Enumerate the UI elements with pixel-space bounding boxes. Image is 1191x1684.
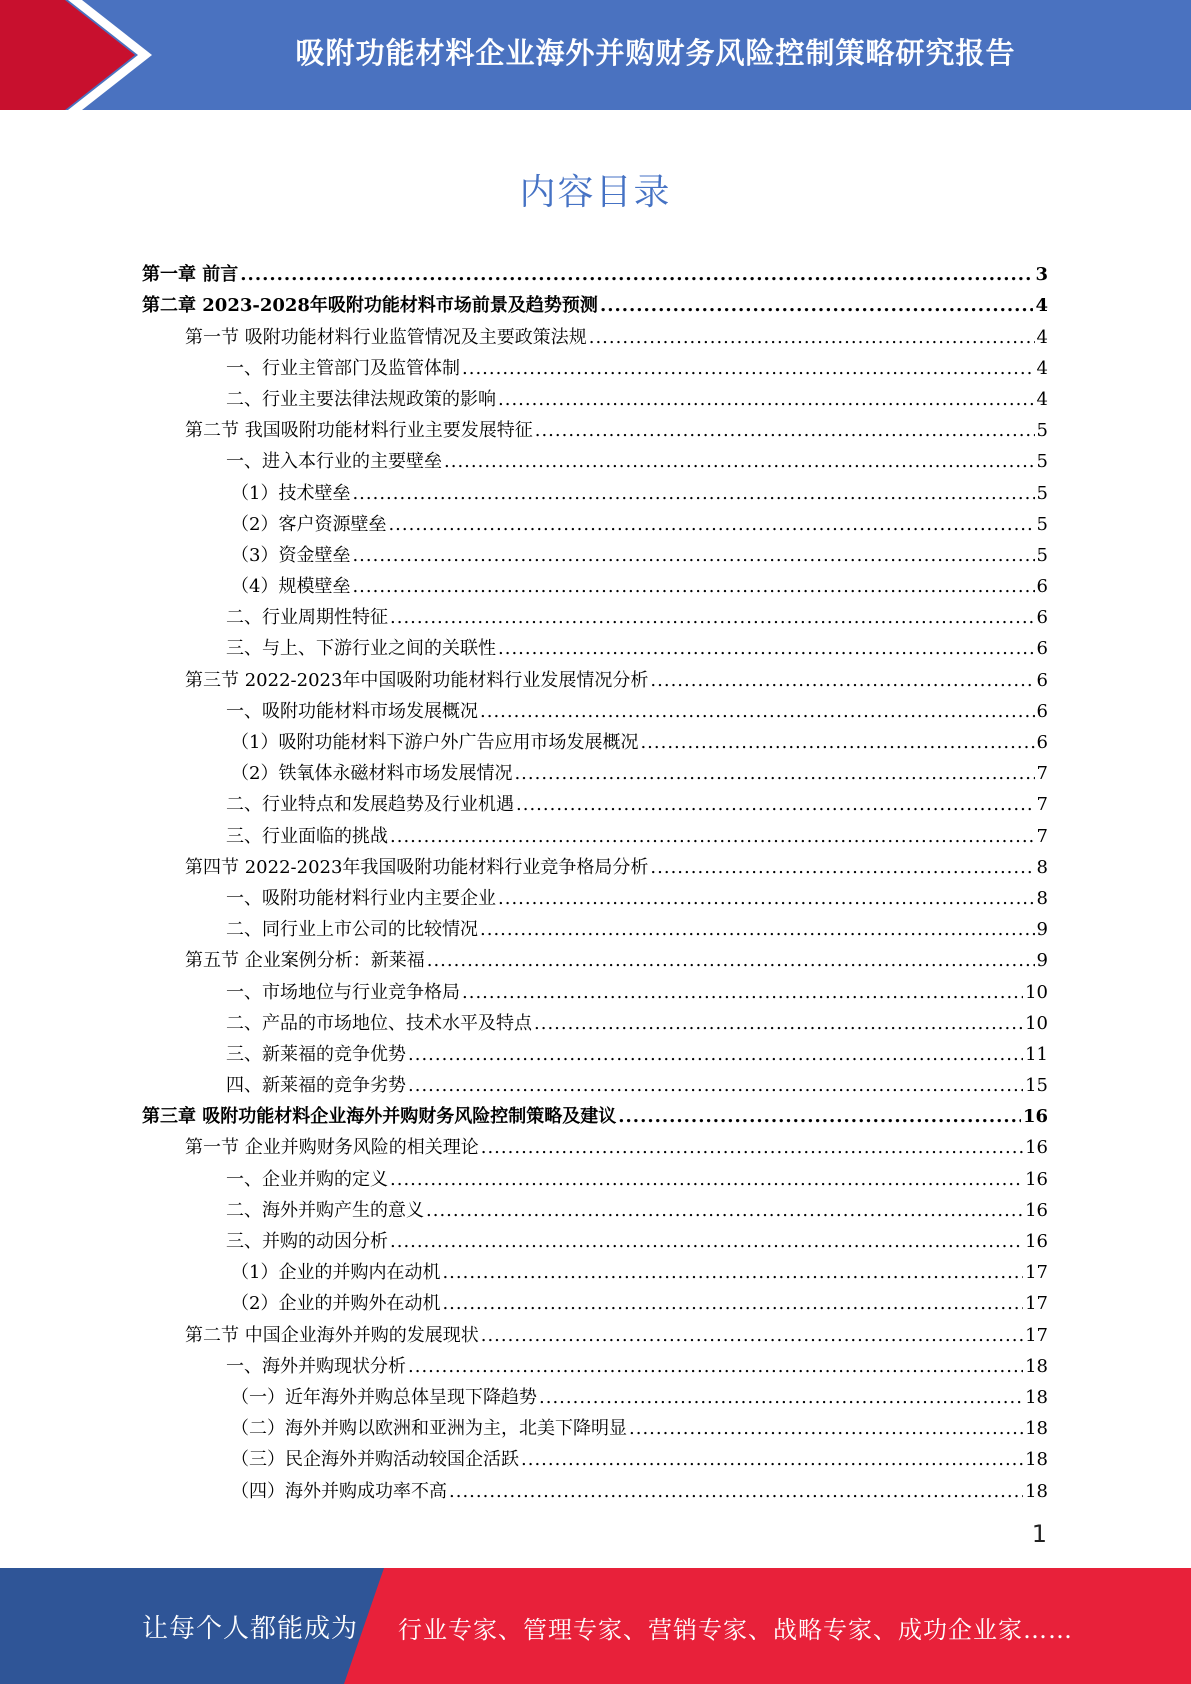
- toc-entry-title: （二）海外并购以欧洲和亚洲为主，北美下降明显: [231, 1418, 627, 1440]
- toc-entry[interactable]: [142, 723, 1048, 754]
- toc-entry[interactable]: [142, 1035, 1048, 1066]
- toc-entry-title: （2）铁氧体永磁材料市场发展情况: [231, 763, 513, 785]
- toc-leader-dots: [481, 1137, 1023, 1159]
- toc-entry-title: 二、行业周期性特征: [226, 607, 388, 629]
- toc-leader-dots: [480, 919, 1035, 941]
- toc-entry-title: （4）规模壁垒: [231, 576, 351, 598]
- toc-entry-title: 一、吸附功能材料市场发展概况: [226, 700, 478, 722]
- toc-leader-dots: [390, 826, 1035, 848]
- toc-entry[interactable]: [142, 1128, 1048, 1159]
- toc-entry-title: 三、新莱福的竞争优势: [226, 1043, 406, 1065]
- table-of-contents: [142, 255, 1048, 1503]
- toc-entry[interactable]: [142, 629, 1048, 660]
- toc-leader-dots: [498, 888, 1035, 910]
- toc-entry-title: 一、海外并购现状分析: [226, 1355, 406, 1377]
- toc-entry-title: 第一章 前言: [142, 264, 239, 286]
- toc-entry-page: 5: [1036, 513, 1048, 535]
- toc-entry-page: 6: [1036, 576, 1048, 598]
- toc-entry[interactable]: [142, 754, 1048, 785]
- toc-entry[interactable]: [142, 1347, 1048, 1378]
- toc-entry[interactable]: [142, 411, 1048, 442]
- toc-entry[interactable]: [142, 380, 1048, 411]
- toc-leader-dots: [442, 1293, 1023, 1315]
- toc-leader-dots: [534, 1013, 1023, 1035]
- toc-entry-page: 6: [1036, 638, 1048, 660]
- toc-entry-title: （三）民企海外并购活动较国企活跃: [231, 1449, 519, 1471]
- toc-entry-title: （2）客户资源壁垒: [231, 513, 387, 535]
- toc-entry-title: （1）吸附功能材料下游户外广告应用市场发展概况: [231, 732, 639, 753]
- toc-entry-page: 5: [1036, 544, 1048, 566]
- toc-entry-page: 16: [1025, 1168, 1048, 1190]
- toc-entry[interactable]: [142, 1222, 1048, 1253]
- toc-leader-dots: [408, 1044, 1023, 1066]
- toc-leader-dots: [388, 514, 1034, 536]
- toc-leader-dots: [408, 1075, 1023, 1097]
- toc-entry[interactable]: [142, 317, 1048, 348]
- toc-entry-title: 一、市场地位与行业竞争格局: [226, 981, 460, 1003]
- toc-entry[interactable]: [142, 255, 1048, 286]
- toc-leader-dots: [390, 1231, 1023, 1253]
- toc-entry-title: （2）企业的并购外在动机: [231, 1293, 441, 1315]
- toc-entry-title: 第三节 2022-2023年中国吸附功能材料行业发展情况分析: [185, 669, 649, 691]
- toc-leader-dots: [481, 1325, 1023, 1347]
- toc-entry-title: 第二节 中国企业海外并购的发展现状: [185, 1324, 479, 1346]
- toc-entry[interactable]: [142, 1471, 1048, 1502]
- toc-entry[interactable]: [142, 286, 1048, 317]
- toc-entry[interactable]: [142, 505, 1048, 536]
- toc-entry-page: 5: [1036, 420, 1048, 442]
- footer-slogan-left: 让每个人都能成为: [142, 1614, 359, 1644]
- toc-leader-dots: [535, 420, 1035, 442]
- toc-entry[interactable]: [142, 941, 1048, 972]
- toc-entry-title: 第一节 吸附功能材料行业监管情况及主要政策法规: [185, 326, 587, 348]
- toc-entry[interactable]: [142, 598, 1048, 629]
- toc-entry-page: 9: [1036, 950, 1048, 972]
- toc-entry[interactable]: [142, 1315, 1048, 1346]
- toc-entry-page: 6: [1036, 700, 1048, 722]
- toc-entry-page: 16: [1025, 1199, 1048, 1221]
- toc-entry[interactable]: [142, 1409, 1048, 1440]
- toc-entry-title: 二、行业特点和发展趋势及行业机遇: [226, 794, 514, 816]
- toc-entry-page: 17: [1025, 1293, 1048, 1315]
- toc-entry-page: 4: [1036, 357, 1048, 379]
- toc-leader-dots: [390, 1169, 1023, 1191]
- toc-entry-page: 3: [1035, 264, 1048, 286]
- toc-entry-page: 18: [1025, 1449, 1048, 1471]
- toc-entry-page: 7: [1036, 763, 1048, 785]
- toc-entry-title: （一）近年海外并购总体呈现下降趋势: [231, 1386, 537, 1408]
- toc-entry-page: 6: [1036, 607, 1048, 629]
- toc-entry[interactable]: [142, 910, 1048, 941]
- toc-entry-page: 6: [1036, 669, 1048, 691]
- toc-entry-page: 16: [1025, 1137, 1048, 1159]
- page-header: [0, 0, 1191, 110]
- toc-entry-title: 第四节 2022-2023年我国吸附功能材料行业竞争格局分析: [185, 856, 649, 878]
- toc-entry[interactable]: [142, 1191, 1048, 1222]
- toc-leader-dots: [516, 794, 1035, 816]
- toc-entry-page: 16: [1025, 1231, 1048, 1252]
- toc-leader-dots: [629, 1418, 1023, 1440]
- toc-entry-page: 6: [1036, 732, 1048, 753]
- toc-entry-title: 第三章 吸附功能材料企业海外并购财务风险控制策略及建议: [142, 1106, 617, 1128]
- toc-leader-dots: [514, 763, 1034, 785]
- toc-entry-page: 18: [1025, 1386, 1048, 1408]
- toc-entry-title: 一、进入本行业的主要壁垒: [226, 451, 442, 473]
- toc-entry[interactable]: [142, 1066, 1048, 1097]
- toc-entry[interactable]: [142, 1378, 1048, 1409]
- toc-entry-title: 二、行业主要法律法规政策的影响: [226, 388, 496, 410]
- toc-entry-title: 二、产品的市场地位、技术水平及特点: [226, 1012, 532, 1034]
- toc-entry-title: 四、新莱福的竞争劣势: [226, 1075, 406, 1097]
- toc-entry-page: 7: [1036, 794, 1048, 816]
- footer-slogan-right: 行业专家、管理专家、营销专家、战略专家、成功企业家……: [398, 1616, 1073, 1644]
- toc-entry-title: 二、同行业上市公司的比较情况: [226, 919, 478, 941]
- toc-leader-dots: [650, 670, 1034, 692]
- toc-leader-dots: [426, 1200, 1023, 1222]
- toc-leader-dots: [449, 1481, 1023, 1503]
- toc-entry[interactable]: [142, 879, 1048, 910]
- toc-entry-page: 8: [1036, 887, 1048, 909]
- toc-leader-dots: [600, 295, 1034, 317]
- toc-leader-dots: [444, 451, 1035, 473]
- toc-entry-page: 4: [1036, 388, 1048, 410]
- toc-leader-dots: [640, 732, 1034, 754]
- toc-entry-page: 17: [1025, 1262, 1048, 1284]
- toc-entry-page: 18: [1025, 1418, 1048, 1440]
- toc-leader-dots: [650, 857, 1034, 879]
- toc-leader-dots: [352, 483, 1034, 505]
- toc-entry-title: 一、行业主管部门及监管体制: [226, 357, 460, 379]
- toc-entry-page: 15: [1025, 1075, 1048, 1097]
- toc-entry-title: （四）海外并购成功率不高: [231, 1480, 447, 1502]
- toc-entry[interactable]: [142, 848, 1048, 879]
- toc-entry-page: 4: [1035, 295, 1048, 317]
- toc-entry[interactable]: [142, 1159, 1048, 1190]
- toc-entry-title: 一、企业并购的定义: [226, 1168, 388, 1190]
- toc-entry-title: 三、与上、下游行业之间的关联性: [226, 638, 496, 660]
- toc-entry-page: 10: [1025, 1012, 1048, 1034]
- toc-entry-title: 一、吸附功能材料行业内主要企业: [226, 887, 496, 909]
- page-number: 1: [1031, 1520, 1047, 1548]
- toc-entry[interactable]: [142, 442, 1048, 473]
- toc-leader-dots: [539, 1387, 1023, 1409]
- toc-entry-page: 9: [1036, 919, 1048, 941]
- toc-leader-dots: [390, 607, 1035, 629]
- toc-leader-dots: [521, 1449, 1023, 1471]
- toc-entry[interactable]: [142, 567, 1048, 598]
- toc-entry-page: 5: [1036, 451, 1048, 473]
- toc-entry[interactable]: [142, 972, 1048, 1003]
- toc-entry-title: 第五节 企业案例分析：新莱福: [185, 950, 425, 972]
- toc-entry-page: 10: [1025, 981, 1048, 1003]
- toc-entry-title: 二、海外并购产生的意义: [226, 1199, 424, 1221]
- toc-leader-dots: [462, 982, 1023, 1004]
- toc-leader-dots: [352, 545, 1034, 567]
- toc-entry-title: 第二章 2023-2028年吸附功能材料市场前景及趋势预测: [142, 295, 598, 317]
- toc-leader-dots: [618, 1106, 1021, 1128]
- toc-leader-dots: [589, 327, 1035, 349]
- toc-entry-title: 三、并购的动因分析: [226, 1231, 388, 1252]
- toc-leader-dots: [442, 1262, 1023, 1284]
- toc-leader-dots: [240, 264, 1033, 286]
- toc-entry-title: （3）资金壁垒: [231, 544, 351, 566]
- toc-entry-page: 11: [1025, 1043, 1048, 1065]
- page-footer: [0, 1568, 1191, 1684]
- toc-entry-page: 7: [1036, 825, 1048, 847]
- toc-entry[interactable]: [142, 473, 1048, 504]
- toc-leader-dots: [352, 576, 1034, 598]
- toc-leader-dots: [462, 358, 1035, 380]
- toc-entry-page: 5: [1036, 482, 1048, 504]
- toc-entry[interactable]: [142, 816, 1048, 847]
- toc-entry-title: （1）技术壁垒: [231, 482, 351, 504]
- toc-leader-dots: [408, 1356, 1023, 1378]
- toc-entry[interactable]: [142, 692, 1048, 723]
- toc-entry[interactable]: [142, 349, 1048, 380]
- toc-entry[interactable]: [142, 1284, 1048, 1315]
- toc-entry-title: 第一节 企业并购财务风险的相关理论: [185, 1137, 479, 1159]
- toc-entry-page: 18: [1025, 1480, 1048, 1502]
- toc-entry-page: 4: [1036, 326, 1048, 348]
- toc-heading: 内容目录: [519, 172, 672, 213]
- toc-entry-title: 三、行业面临的挑战: [226, 825, 388, 847]
- toc-entry[interactable]: [142, 660, 1048, 691]
- toc-entry[interactable]: [142, 1440, 1048, 1471]
- toc-entry-page: 8: [1036, 856, 1048, 878]
- toc-entry[interactable]: [142, 1097, 1048, 1128]
- toc-entry[interactable]: [142, 785, 1048, 816]
- toc-leader-dots: [498, 389, 1035, 411]
- toc-leader-dots: [480, 701, 1035, 723]
- toc-entry-page: 18: [1025, 1355, 1048, 1377]
- toc-entry[interactable]: [142, 1004, 1048, 1035]
- toc-entry[interactable]: [142, 536, 1048, 567]
- toc-entry[interactable]: [142, 1253, 1048, 1284]
- report-title: 吸附功能材料企业海外并购财务风险控制策略研究报告: [295, 36, 1016, 70]
- toc-entry-title: （1）企业的并购内在动机: [231, 1262, 441, 1284]
- toc-leader-dots: [498, 638, 1035, 660]
- toc-entry-page: 17: [1025, 1324, 1048, 1346]
- toc-entry-title: 第二节 我国吸附功能材料行业主要发展特征: [185, 420, 533, 442]
- toc-entry-page: 16: [1022, 1106, 1048, 1128]
- toc-leader-dots: [427, 950, 1035, 972]
- header-chevron-decoration: [0, 0, 170, 110]
